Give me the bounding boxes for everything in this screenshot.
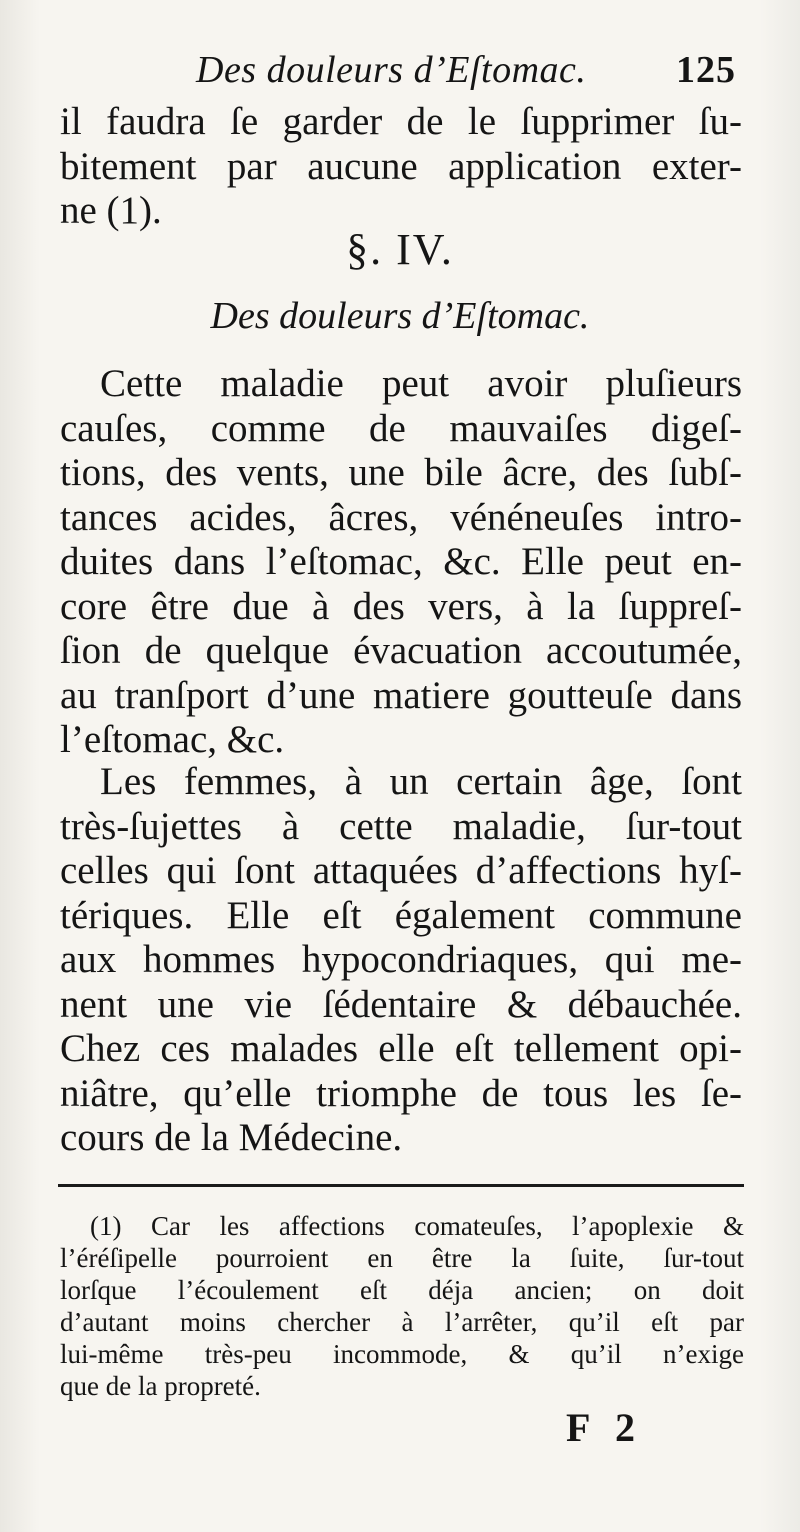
- text-line: duites dans l’eſtomac, &c. Elle peut en-: [60, 540, 742, 583]
- text-line: tions, des vents, une bile âcre, des ſubſ-: [60, 451, 742, 494]
- text-line: celles qui ſont attaquées d’affections hyſ-: [60, 849, 742, 892]
- text-line: cauſes, comme de mauvaiſes digeſ-: [60, 406, 742, 450]
- footnote-line: lorſque l’écoulement eſt déja ancien; on doit: [60, 1275, 744, 1305]
- running-head: [0, 42, 800, 98]
- paragraph-2: [60, 760, 742, 1161]
- text-line: niâtre, qu’elle triomphe de tous les ſe-: [60, 1071, 742, 1115]
- section-title: Des douleurs d’Eſtomac.: [210, 295, 590, 337]
- footnote-line: (1) Car les affections comateuſes, l’apoplexie &: [90, 1211, 744, 1241]
- footnote-line: l’éréſipelle pourroient en être la ſuite, ſur-tout: [60, 1243, 744, 1273]
- text-line: aux hommes hypocondriaques, qui me-: [60, 938, 742, 981]
- text-line: ne (1).: [60, 189, 162, 232]
- continuation-text: [60, 100, 742, 234]
- running-head-title: Des douleurs d’Eſtomac.: [196, 49, 587, 91]
- text-line: tériques. Elle eſt également commune: [60, 893, 742, 937]
- text-line: Cette maladie peut avoir pluſieurs: [100, 362, 742, 405]
- text-line: nent une vie ſédentaire & débauchée.: [60, 982, 742, 1026]
- section-number: §. IV.: [346, 225, 454, 274]
- page-number: 125: [676, 49, 736, 91]
- footnote-line: d’autant moins chercher à l’arrêter, qu’il eſt par: [60, 1307, 744, 1337]
- footnote-line: que de la propreté.: [60, 1371, 261, 1401]
- text-line: l’eſtomac, &c.: [60, 718, 285, 761]
- text-line: tances acides, âcres, vénéneuſes intro-: [60, 495, 742, 539]
- signature-mark: F 2: [566, 1405, 643, 1450]
- text-line: Chez ces malades elle eſt tellement opi-: [60, 1027, 742, 1070]
- text-line: cours de la Médecine.: [60, 1116, 403, 1159]
- paragraph-1: [60, 362, 742, 763]
- text-line: ſion de quelque évacuation accoutumée,: [60, 629, 742, 672]
- text-line: bitement par aucune application exter-: [60, 144, 742, 188]
- text-line: il faudra ſe garder de le ſupprimer ſu-: [60, 100, 742, 143]
- text-line: au tranſport d’une matiere goutteuſe dans: [60, 673, 742, 717]
- text-line: Les femmes, à un certain âge, ſont: [100, 760, 742, 803]
- footnote-divider: [58, 1184, 744, 1187]
- footnote: [60, 1210, 744, 1402]
- footnote-line: lui-même très-peu incommode, & qu’il n’exige: [60, 1339, 744, 1369]
- text-line: core être due à des vers, à la ſuppreſ-: [60, 584, 742, 628]
- text-line: très-ſujettes à cette maladie, ſur-tout: [60, 804, 742, 848]
